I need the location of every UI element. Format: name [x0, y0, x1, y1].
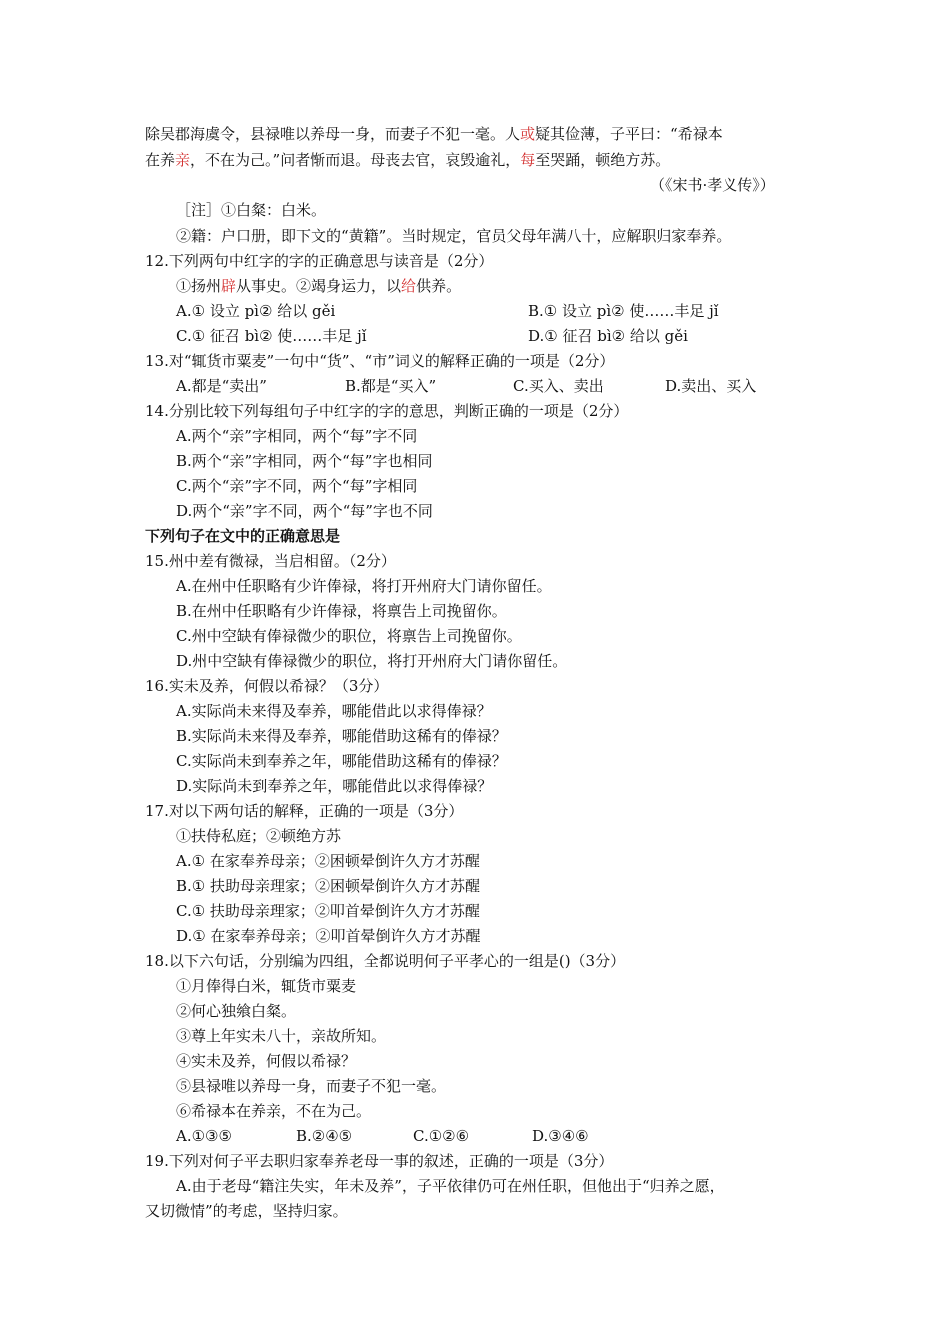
question-13-option-a: A.都是“卖出” [176, 377, 267, 395]
question-16-stem: 16.实未及养，何假以希禄？（3分） [145, 677, 389, 695]
question-19-option-a: A.由于老母“籍注失实，年未及养”，子平依律仍可在州任职，但他出于“归养之愿， [176, 1177, 725, 1195]
question-18-sentence-3: ③尊上年实未八十，亲故所知。 [176, 1027, 387, 1045]
question-13-option-d: D.卖出、买入 [665, 377, 757, 395]
question-17-option-b: B.① 扶助母亲理家；②困顿晕倒许久方才苏醒 [176, 877, 481, 895]
question-12-option-c: C.① 征召 bì② 使……丰足 jǐ [176, 327, 367, 345]
question-19-option-a-continued: 又切微情”的考虑，坚持归家。 [145, 1202, 348, 1220]
question-18-sentence-1: ①月俸得白米，辄货市粟麦 [176, 977, 357, 995]
question-12-stem: 12.下列两句中红字的字的正确意思与读音是（2分） [145, 252, 494, 270]
sentence-text: 从事史。②竭身运力，以 [236, 277, 402, 295]
highlighted-char: 给 [401, 277, 417, 295]
note-2: ②籍：户口册，即下文的“黄籍”。当时规定，官员父母年满八十，应解职归家奉养。 [176, 227, 732, 245]
question-18-option-a: A.①③⑤ [176, 1127, 232, 1145]
question-17-option-d: D.① 在家奉养母亲；②叩首晕倒许久方才苏醒 [176, 927, 481, 945]
question-15-option-b: B.在州中任职略有少许俸禄，将禀告上司挽留你。 [176, 602, 507, 620]
question-13-option-b: B.都是“买入” [345, 377, 437, 395]
question-18-sentence-6: ⑥希禄本在养亲，不在为己。 [176, 1102, 372, 1120]
highlighted-char: 辟 [221, 277, 237, 295]
sentence-text: ①扬州 [176, 277, 222, 295]
question-18-option-b: B.②④⑤ [296, 1127, 353, 1145]
question-14-option-a: A.两个“亲”字相同，两个“每”字不同 [176, 427, 418, 445]
note-1: ［注］①白粲：白米。 [176, 201, 327, 219]
passage-text: 至哭踊，顿绝方苏。 [535, 151, 671, 169]
question-13-stem: 13.对“辄货市粟麦”一句中“货”、“市”词义的解释正确的一项是（2分） [145, 352, 615, 370]
question-16-option-c: C.实际尚未到奉养之年，哪能借助这稀有的俸禄？ [176, 752, 507, 770]
section-heading: 下列句子在文中的正确意思是 [145, 527, 341, 545]
highlighted-char: 亲 [175, 151, 191, 169]
question-18-sentence-4: ④实未及养，何假以希禄？ [176, 1052, 357, 1070]
question-18-option-d: D.③④⑥ [532, 1127, 589, 1145]
question-16-option-d: D.实际尚未到奉养之年，哪能借此以求得俸禄？ [176, 777, 493, 795]
question-18-stem: 18.以下六句话，分别编为四组，全都说明何子平孝心的一组是()（3分） [145, 952, 626, 970]
question-17-option-a: A.① 在家奉养母亲；②困顿晕倒许久方才苏醒 [176, 852, 480, 870]
highlighted-char: 每 [520, 151, 536, 169]
question-15-option-d: D.州中空缺有俸禄微少的职位，将打开州府大门请你留任。 [176, 652, 568, 670]
question-14-stem: 14.分别比较下列每组句子中红字的字的意思，判断正确的一项是（2分） [145, 402, 629, 420]
question-16-option-b: B.实际尚未来得及奉养，哪能借助这稀有的俸禄？ [176, 727, 507, 745]
question-15-option-a: A.在州中任职略有少许俸禄，将打开州府大门请你留任。 [176, 577, 552, 595]
question-12-option-d: D.① 征召 bì② 给以 gěi [528, 327, 688, 345]
question-12-sentence [176, 276, 461, 296]
sentence-text: 供养。 [416, 277, 462, 295]
question-18-sentence-5: ⑤县禄唯以养母一身，而妻子不犯一毫。 [176, 1077, 447, 1095]
question-12-option-a: A.① 设立 pì② 给以 gěi [176, 302, 336, 320]
question-17-option-c: C.① 扶助母亲理家；②叩首晕倒许久方才苏醒 [176, 902, 480, 920]
question-14-option-d: D.两个“亲”字不同，两个“每”字也不同 [176, 502, 433, 520]
question-14-option-b: B.两个“亲”字相同，两个“每”字也相同 [176, 452, 433, 470]
passage-line-1 [145, 124, 723, 144]
passage-text: 疑其俭薄，子平曰：“希禄本 [535, 125, 723, 143]
passage-text: 在养 [145, 151, 176, 169]
highlighted-char: 或 [520, 125, 536, 143]
question-17-stem: 17.对以下两句话的解释，正确的一项是（3分） [145, 802, 464, 820]
question-15-option-c: C.州中空缺有俸禄微少的职位，将禀告上司挽留你。 [176, 627, 522, 645]
question-15-stem: 15.州中差有微禄，当启相留。（2分） [145, 552, 396, 570]
question-13-option-c: C.买入、卖出 [513, 377, 604, 395]
question-19-stem: 19.下列对何子平去职归家奉养老母一事的叙述，正确的一项是（3分） [145, 1152, 614, 1170]
passage-line-2 [145, 150, 670, 170]
passage-source: （《宋书·孝义传》） [650, 176, 775, 194]
question-18-sentence-2: ②何心独飨白粲。 [176, 1002, 297, 1020]
question-14-option-c: C.两个“亲”字不同，两个“每”字相同 [176, 477, 418, 495]
passage-text: 除吴郡海虞令，县禄唯以养母一身，而妻子不犯一毫。人 [145, 125, 521, 143]
question-12-option-b: B.① 设立 pì② 使……丰足 jǐ [528, 302, 719, 320]
question-18-option-c: C.①②⑥ [413, 1127, 470, 1145]
question-16-option-a: A.实际尚未来得及奉养，哪能借此以求得俸禄？ [176, 702, 492, 720]
passage-text: ，不在为己。”问者惭而退。母丧去官，哀毁逾礼， [190, 151, 521, 169]
question-17-sentence: ①扶侍私庭；②顿绝方苏 [176, 827, 342, 845]
